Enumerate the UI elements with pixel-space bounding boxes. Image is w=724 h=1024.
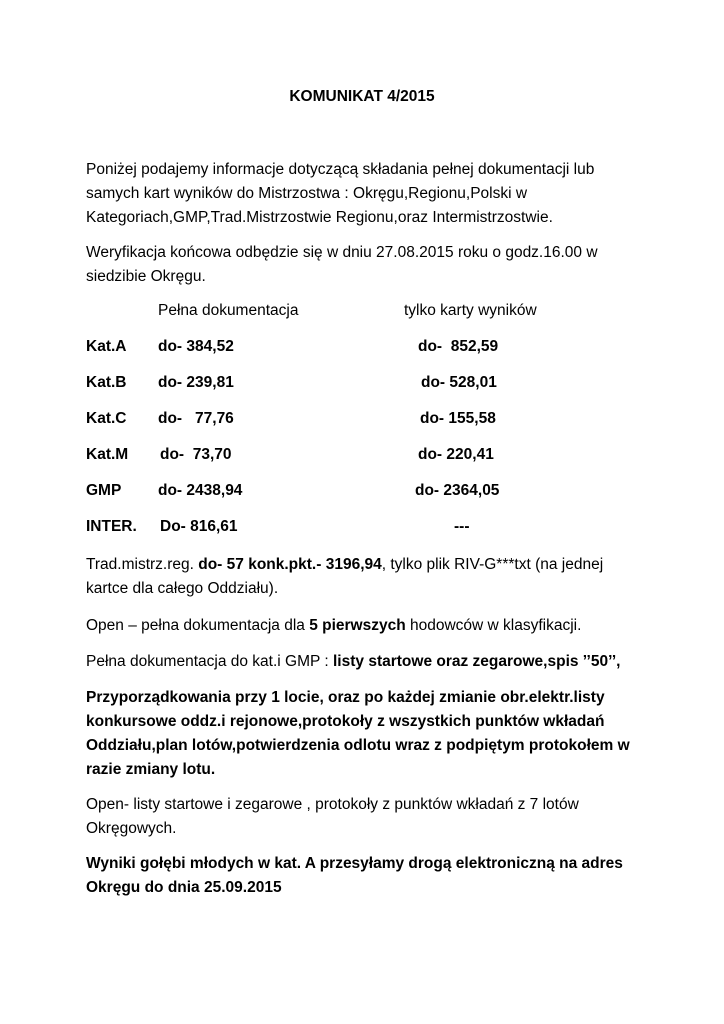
row-category: INTER. xyxy=(86,518,137,535)
row-category: Kat.B xyxy=(86,374,127,391)
table-row xyxy=(0,374,724,398)
trad-suffix: , tylko plik RIV-G***txt (na jednej kartce dla całego Oddziału). xyxy=(86,556,604,597)
row-full-value: do- 239,81 xyxy=(158,374,234,391)
open-paragraph xyxy=(86,614,646,638)
header-full-documentation: Pełna dokumentacja xyxy=(158,302,299,319)
table-row xyxy=(0,410,724,434)
row-cards-value: do- 2364,05 xyxy=(415,482,500,499)
open-lists-paragraph: Open- listy startowe i zegarowe , protokoły z punktów wkładań z 7 lotów Okręgowych. xyxy=(86,796,579,837)
trad-prefix: Trad.mistrz.reg. xyxy=(86,556,199,573)
row-category: Kat.C xyxy=(86,410,127,427)
open-suffix: hodowców w klasyfikacji. xyxy=(405,617,582,634)
full-doc-paragraph xyxy=(86,650,646,674)
open-bold: 5 pierwszych xyxy=(309,617,406,634)
intro-paragraph: Poniżej podajemy informacje dotyczącą składania pełnej dokumentacji lub samych kart wyników do Mistrzostwa : Okręgu,Regionu,Polski w Kategoriach,GMP,Trad.Mistrzostwie Regionu,oraz Intermistrzostwie. xyxy=(86,161,595,226)
table-row xyxy=(0,338,724,362)
row-full-value: do- 384,52 xyxy=(158,338,234,355)
header-cards-only: tylko karty wyników xyxy=(404,302,537,319)
verification-paragraph: Weryfikacja końcowa odbędzie się w dniu 27.08.2015 roku o godz.16.00 w siedzibie Okręgu. xyxy=(86,244,598,285)
row-cards-value: do- 220,41 xyxy=(418,446,494,463)
row-category: GMP xyxy=(86,482,122,499)
table-row xyxy=(0,482,724,506)
young-pigeons-paragraph: Wyniki gołębi młodych w kat. A przesyłamy drogą elektroniczną na adres Okręgu do dnia 25.09.2015 xyxy=(86,855,623,896)
row-full-value: do- 77,76 xyxy=(158,410,234,427)
row-full-value: do- 73,70 xyxy=(160,446,232,463)
row-cards-value: do- 852,59 xyxy=(418,338,499,355)
trad-paragraph xyxy=(86,553,646,601)
open-prefix: Open – pełna dokumentacja dla xyxy=(86,617,310,634)
row-category: Kat.A xyxy=(86,338,127,355)
full-doc-bold: listy startowe oraz zegarowe,spis ’’50’’, xyxy=(333,653,621,670)
row-cards-value: --- xyxy=(454,518,470,535)
table-row xyxy=(0,446,724,470)
assignments-paragraph: Przyporządkowania przy 1 locie, oraz po każdej zmianie obr.elektr.listy konkursowe oddz.i rejonowe,protokoły z wszystkich punktów wkładań Oddziału,plan lotów,potwierdzenia odlotu wraz z podpiętym protokołem w razie zmiany lotu. xyxy=(86,689,630,778)
row-full-value: Do- 816,61 xyxy=(160,518,238,535)
trad-bold: do- 57 konk.pkt.- 3196,94 xyxy=(198,556,382,573)
row-full-value: do- 2438,94 xyxy=(158,482,243,499)
table-row xyxy=(0,518,724,542)
full-doc-prefix: Pełna dokumentacja do kat.i GMP : xyxy=(86,653,333,670)
row-category: Kat.M xyxy=(86,446,129,463)
row-cards-value: do- 528,01 xyxy=(421,374,497,391)
table-header xyxy=(0,302,724,326)
row-cards-value: do- 155,58 xyxy=(420,410,496,427)
document-title: KOMUNIKAT 4/2015 xyxy=(289,88,435,105)
